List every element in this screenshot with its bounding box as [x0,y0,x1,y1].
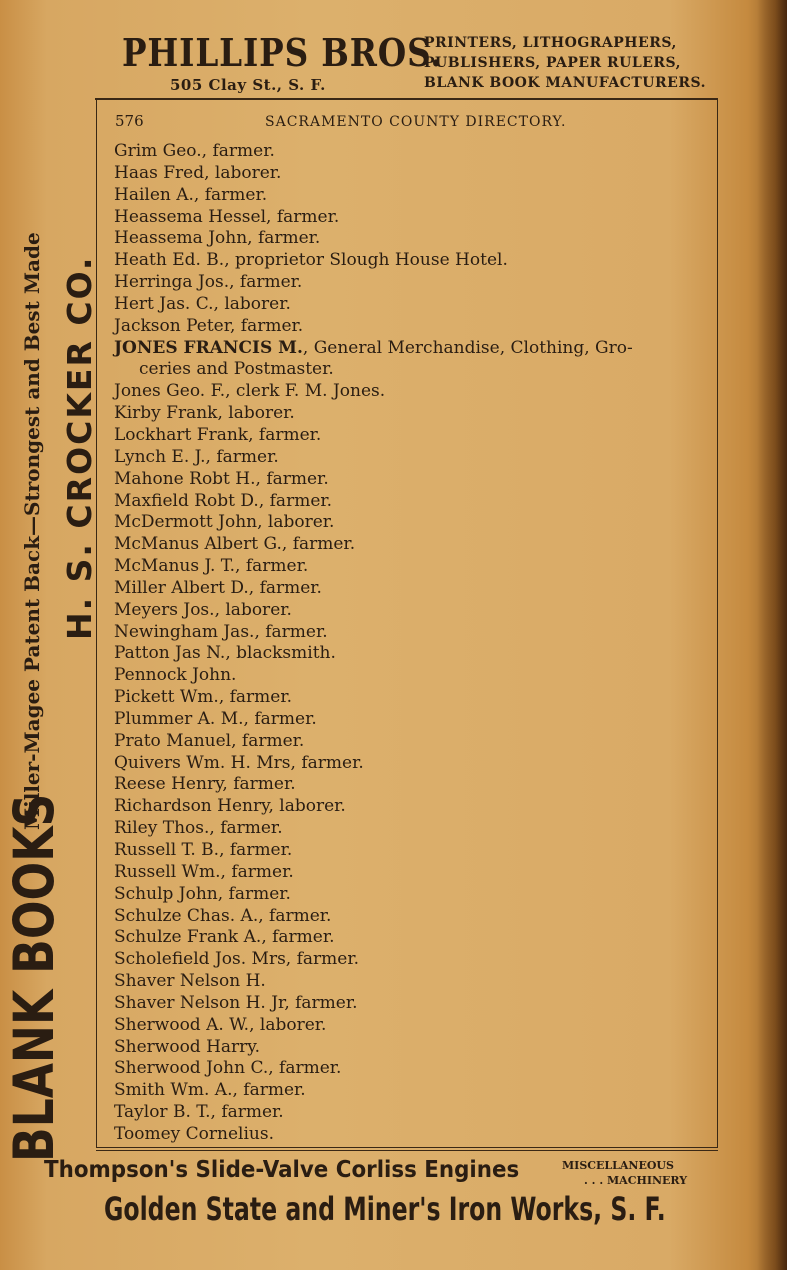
list-item: Sherwood John C., farmer. [114,1058,342,1079]
list-item: Smith Wm. A., farmer. [114,1080,306,1101]
header-service-line: PRINTERS, LITHOGRAPHERS, [424,35,677,51]
list-item: Kirby Frank, laborer. [114,403,295,424]
list-item: Reese Henry, farmer. [114,774,296,795]
side-ad-main: BLANK BOOKS [2,793,66,1162]
list-item: Russell T. B., farmer. [114,840,293,860]
list-item: Riley Thos., farmer. [114,818,283,839]
list-item: Hert Jas. C., laborer. [114,293,291,314]
side-ad-slogan: Miller-Magee Patent Back—Strongest and Best Made [20,232,44,830]
list-item: Pickett Wm., farmer. [114,687,293,708]
list-item: Heath Ed. B., proprietor Slough House Hotel. [114,250,508,271]
list-item: Schulze Chas. A., farmer. [114,905,332,926]
list-item: Pennock John. [114,665,237,686]
list-item-continuation: ceries and Postmaster. [139,359,334,380]
header-services [424,33,706,93]
header-service-line: BLANK BOOK MANUFACTURERS. [424,75,706,91]
footer-machinery-note [562,1158,687,1188]
list-item: McManus Albert G., farmer. [114,534,356,555]
list-item: Heassema Hessel, farmer. [114,206,340,227]
list-item: Toomey Cornelius. [114,1123,275,1144]
header-address: 505 Clay St., S. F. [170,76,326,94]
directory-title: SACRAMENTO COUNTY DIRECTORY. [265,114,567,130]
list-item: Maxfield Robt D., farmer. [114,490,333,511]
side-ad-company: H. S. CROCKER CO. [60,255,99,640]
list-item: Meyers Jos., laborer. [114,599,292,620]
list-item: Taylor B. T., farmer. [114,1102,284,1123]
list-item-featured [114,338,714,360]
header-service-line: PUBLISHERS, PAPER RULERS, [424,55,682,71]
list-item: McDermott John, laborer. [114,512,335,533]
featured-description: , General Merchandise, Clothing, Gro- [302,337,633,358]
list-item: Jones Geo. F., clerk F. M. Jones. [114,381,386,402]
page-edge-shadow [757,0,787,1270]
list-item: Miller Albert D., farmer. [114,577,322,598]
list-item: Sherwood A. W., laborer. [114,1014,327,1035]
featured-name: JONES FRANCIS M. [114,337,303,358]
list-item: McManus J. T., farmer. [114,556,309,577]
list-item: Plummer A. M., farmer. [114,708,317,729]
list-item: Herringa Jos., farmer. [114,272,303,293]
footer-engine-ad: Thompson's Slide-Valve Corliss Engines [44,1157,520,1183]
header-firm-name: PHILLIPS BROS. [122,30,443,75]
list-item: Lynch E. J., farmer. [114,446,279,467]
directory-listing [114,141,714,1146]
list-item: Quivers Wm. H. Mrs, farmer. [114,752,364,773]
list-item: Hailen A., farmer. [114,184,268,205]
list-item: Schulze Frank A., farmer. [114,927,335,948]
footer-divider [96,1150,718,1151]
list-item: Shaver Nelson H. Jr, farmer. [114,992,358,1013]
footer-machinery-line: MISCELLANEOUS [562,1159,674,1172]
list-item: Lockhart Frank, farmer. [114,424,322,445]
list-item: Russell Wm., farmer. [114,861,294,882]
list-item: Prato Manuel, farmer. [114,730,305,751]
list-item: Grim Geo., farmer. [114,141,275,161]
list-item: Schulp John, farmer. [114,883,291,904]
list-item: Jackson Peter, farmer. [114,315,304,336]
list-item: Richardson Henry, laborer. [114,796,346,817]
page-number: 576 [115,112,144,130]
list-item: Haas Fred, laborer. [114,162,282,183]
list-item: Mahone Robt H., farmer. [114,468,329,489]
footer-ironworks-ad: Golden State and Miner's Iron Works, S. F. [104,1190,666,1228]
list-item: Shaver Nelson H. [114,971,266,992]
list-item: Scholefield Jos. Mrs, farmer. [114,949,360,970]
footer-machinery-line: . . . MACHINERY [584,1174,688,1187]
list-item: Newingham Jas., farmer. [114,621,328,642]
list-item: Heassema John, farmer. [114,228,321,249]
list-item: Sherwood Harry. [114,1036,261,1057]
list-item: Patton Jas N., blacksmith. [114,643,336,664]
